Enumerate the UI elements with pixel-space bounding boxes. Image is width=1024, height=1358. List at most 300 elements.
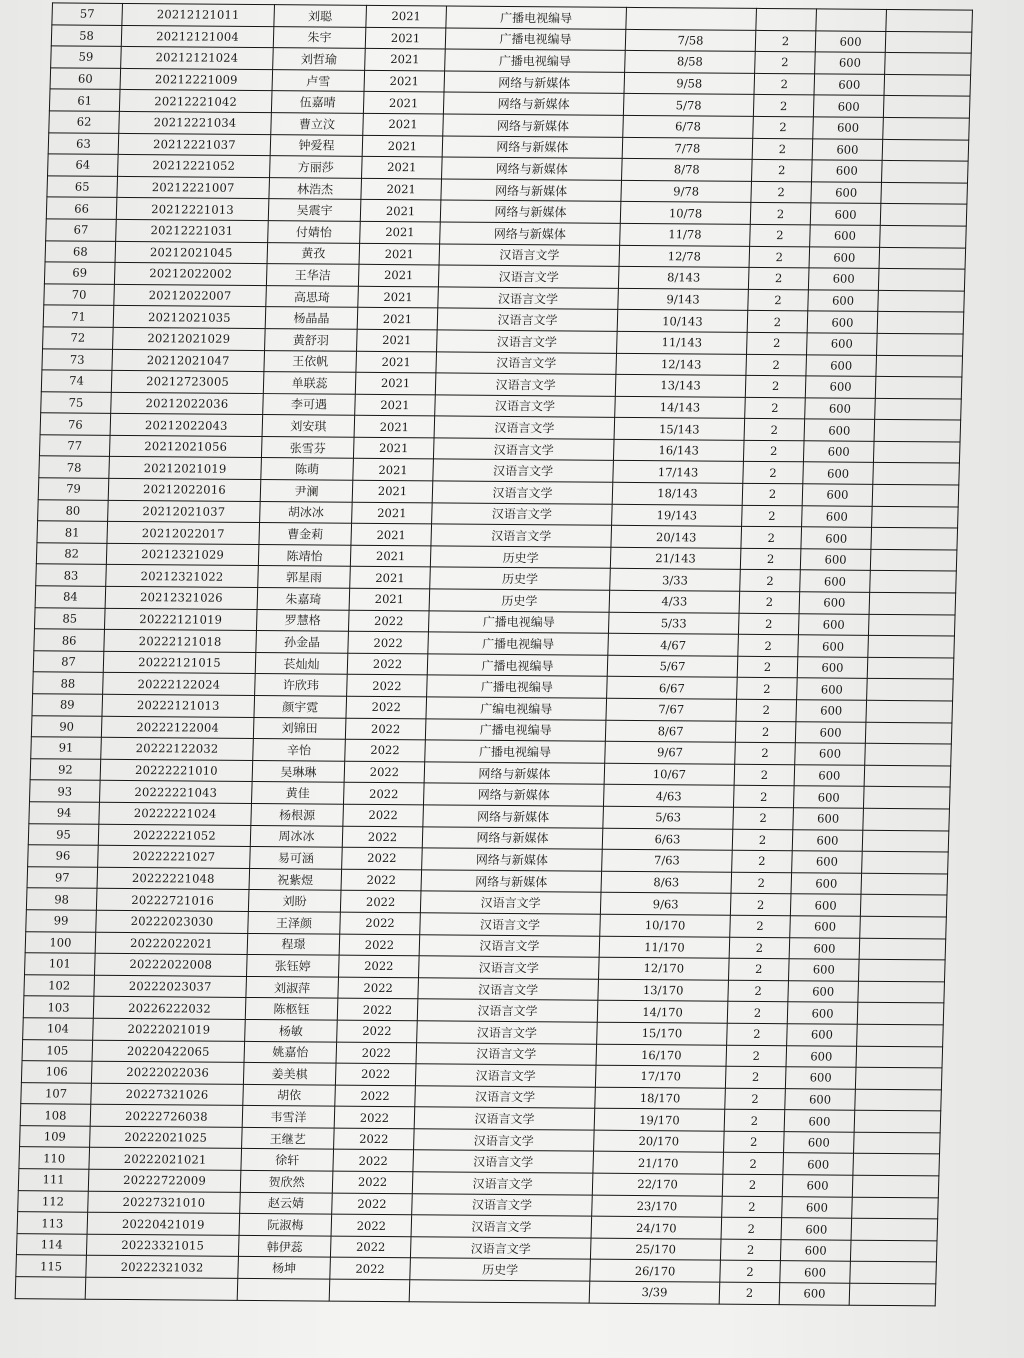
major-cell: 汉语言文学 bbox=[416, 1042, 597, 1065]
student-id-cell: 20222721016 bbox=[96, 889, 249, 912]
class-rank-cell: 22/170 bbox=[592, 1173, 723, 1196]
major-cell: 汉语言文学 bbox=[431, 524, 612, 547]
row-number-cell: 89 bbox=[32, 694, 103, 716]
count-value-cell: 2 bbox=[731, 872, 792, 894]
count-value-cell: 2 bbox=[752, 138, 813, 160]
student-id-cell: 20226222032 bbox=[93, 997, 246, 1020]
remarks-cell bbox=[884, 74, 971, 96]
remarks-cell bbox=[865, 722, 952, 744]
student-name-cell: 杨根源 bbox=[251, 803, 344, 825]
amount-value-cell: 600 bbox=[802, 484, 873, 506]
row-number-cell: 98 bbox=[26, 888, 97, 910]
student-name-cell: 陈柩钰 bbox=[245, 998, 338, 1020]
student-name-cell: 罗慧格 bbox=[256, 609, 349, 631]
major-cell: 汉语言文学 bbox=[419, 956, 600, 979]
row-number-cell: 104 bbox=[23, 1018, 94, 1040]
row-number-cell: 77 bbox=[39, 435, 110, 457]
count-value-cell: 2 bbox=[747, 311, 808, 333]
enrollment-year-cell: 2021 bbox=[362, 156, 443, 178]
student-id-cell: 20222221048 bbox=[97, 867, 250, 890]
enrollment-year-cell: 2022 bbox=[337, 1020, 418, 1042]
count-value-cell: 2 bbox=[732, 850, 793, 872]
amount-value-cell: 600 bbox=[799, 592, 870, 614]
class-rank-cell: 26/170 bbox=[590, 1260, 721, 1283]
remarks-cell bbox=[854, 1111, 941, 1133]
enrollment-year-cell: 2022 bbox=[331, 1214, 412, 1236]
amount-value-cell: 600 bbox=[812, 138, 883, 160]
major-cell: 广播电视编导 bbox=[445, 28, 626, 51]
enrollment-year-cell: 2021 bbox=[359, 243, 440, 265]
major-cell: 网络与新媒体 bbox=[443, 92, 624, 115]
enrollment-year-cell: 2021 bbox=[361, 178, 442, 200]
enrollment-year-cell: 2021 bbox=[353, 459, 434, 481]
class-rank-cell: 4/67 bbox=[608, 633, 739, 656]
major-cell: 广播电视编导 bbox=[428, 632, 609, 655]
class-rank-cell: 20/143 bbox=[611, 526, 742, 549]
major-cell: 广编电视编导 bbox=[426, 697, 607, 720]
major-cell: 广播电视编导 bbox=[445, 49, 626, 72]
student-name-cell: 辛怡 bbox=[253, 739, 346, 761]
student-id-cell: 20212022016 bbox=[108, 478, 261, 501]
student-id-cell: 20212022017 bbox=[107, 522, 260, 545]
student-name-cell: 周冰冰 bbox=[250, 825, 343, 847]
class-rank-cell: 8/63 bbox=[601, 871, 732, 894]
remarks-cell bbox=[861, 873, 948, 895]
student-name-cell: 黄舒羽 bbox=[265, 328, 358, 350]
student-name-cell: 杨晶晶 bbox=[265, 307, 358, 329]
major-cell: 汉语言文学 bbox=[412, 1193, 593, 1216]
major-cell: 网络与新媒体 bbox=[421, 870, 602, 893]
student-name-cell: 苌灿灿 bbox=[255, 652, 348, 674]
count-value-cell bbox=[756, 8, 817, 30]
class-rank-cell: 11/78 bbox=[620, 223, 751, 246]
student-name-cell: 伍嘉晴 bbox=[271, 91, 364, 113]
remarks-cell bbox=[881, 182, 968, 204]
major-cell: 网络与新媒体 bbox=[423, 783, 604, 806]
remarks-cell bbox=[857, 1024, 944, 1046]
remarks-cell bbox=[882, 139, 969, 161]
student-name-cell: 陈萌 bbox=[261, 458, 354, 480]
row-number-cell: 96 bbox=[28, 845, 99, 867]
remarks-cell bbox=[850, 1262, 937, 1284]
major-cell: 广播电视编导 bbox=[427, 654, 608, 677]
count-value-cell: 2 bbox=[730, 894, 791, 916]
major-cell: 广播电视编导 bbox=[427, 675, 608, 698]
count-value-cell: 2 bbox=[728, 958, 789, 980]
amount-value-cell: 600 bbox=[790, 916, 861, 938]
count-value-cell: 2 bbox=[744, 419, 805, 441]
class-rank-cell: 12/78 bbox=[619, 245, 750, 268]
student-id-cell: 20222122004 bbox=[101, 716, 254, 739]
amount-value-cell: 600 bbox=[797, 657, 868, 679]
student-name-cell: 王华洁 bbox=[266, 264, 359, 286]
table-body bbox=[15, 3, 972, 1306]
class-rank-cell: 10/78 bbox=[620, 202, 751, 225]
class-rank-cell: 24/170 bbox=[591, 1216, 722, 1239]
major-cell: 汉语言文学 bbox=[436, 351, 617, 374]
remarks-cell bbox=[874, 420, 961, 442]
enrollment-year-cell: 2022 bbox=[343, 804, 424, 826]
class-rank-cell: 9/58 bbox=[624, 72, 755, 95]
enrollment-year-cell: 2021 bbox=[351, 524, 432, 546]
student-name-cell: 吴震宇 bbox=[268, 199, 361, 221]
amount-value-cell: 600 bbox=[780, 1239, 851, 1261]
row-number-cell: 97 bbox=[27, 866, 98, 888]
amount-value-cell: 600 bbox=[813, 117, 884, 139]
enrollment-year-cell: 2021 bbox=[353, 437, 434, 459]
enrollment-year-cell: 2022 bbox=[347, 653, 428, 675]
major-cell: 网络与新媒体 bbox=[440, 222, 621, 245]
class-rank-cell: 9/143 bbox=[618, 288, 749, 311]
enrollment-year-cell: 2021 bbox=[352, 480, 433, 502]
enrollment-year-cell: 2022 bbox=[339, 955, 420, 977]
major-cell: 汉语言文学 bbox=[418, 978, 599, 1001]
amount-value-cell: 600 bbox=[786, 1045, 857, 1067]
row-number-cell: 64 bbox=[48, 154, 119, 176]
count-value-cell: 2 bbox=[740, 570, 801, 592]
amount-value-cell: 600 bbox=[805, 376, 876, 398]
amount-value-cell: 600 bbox=[795, 743, 866, 765]
student-id-cell: 20212221013 bbox=[116, 198, 269, 221]
row-number-cell: 80 bbox=[38, 499, 109, 521]
enrollment-year-cell: 2021 bbox=[355, 394, 436, 416]
student-name-cell: 郭星雨 bbox=[258, 566, 351, 588]
enrollment-year-cell: 2022 bbox=[344, 761, 425, 783]
class-rank-cell: 17/143 bbox=[613, 461, 744, 484]
enrollment-year-cell: 2022 bbox=[334, 1106, 415, 1128]
enrollment-year-cell: 2022 bbox=[347, 675, 428, 697]
amount-value-cell: 600 bbox=[784, 1132, 855, 1154]
class-rank-cell: 15/143 bbox=[614, 418, 745, 441]
row-number-cell: 108 bbox=[20, 1104, 91, 1126]
student-id-cell: 20212321022 bbox=[106, 565, 259, 588]
count-value-cell: 2 bbox=[721, 1217, 782, 1239]
major-cell: 汉语言文学 bbox=[434, 416, 615, 439]
student-id-cell: 20222022008 bbox=[95, 953, 248, 976]
remarks-cell bbox=[866, 700, 953, 722]
remarks-cell bbox=[869, 592, 956, 614]
remarks-cell bbox=[877, 333, 964, 355]
count-value-cell: 2 bbox=[730, 915, 791, 937]
student-name-cell: 颜宇霓 bbox=[254, 695, 347, 717]
student-name-cell: 王依帆 bbox=[264, 350, 357, 372]
remarks-cell bbox=[849, 1283, 936, 1305]
remarks-cell bbox=[867, 679, 954, 701]
remarks-cell bbox=[880, 225, 967, 247]
class-rank-cell: 23/170 bbox=[592, 1195, 723, 1218]
enrollment-year-cell: 2021 bbox=[355, 372, 436, 394]
row-number-cell: 91 bbox=[31, 737, 102, 759]
student-id-cell: 20212022043 bbox=[110, 414, 263, 437]
row-number-cell: 72 bbox=[43, 327, 114, 349]
remarks-cell bbox=[870, 549, 957, 571]
remarks-cell bbox=[858, 959, 945, 981]
student-id-cell: 20212121024 bbox=[121, 47, 274, 70]
remarks-cell bbox=[863, 808, 950, 830]
major-cell: 历史学 bbox=[429, 589, 610, 612]
enrollment-year-cell: 2022 bbox=[332, 1193, 413, 1215]
student-name-cell: 贺欣然 bbox=[240, 1170, 333, 1192]
student-id-cell: 20220421019 bbox=[87, 1212, 240, 1235]
remarks-cell bbox=[868, 614, 955, 636]
major-cell: 网络与新媒体 bbox=[442, 157, 623, 180]
amount-value-cell: 600 bbox=[813, 95, 884, 117]
class-rank-cell: 5/63 bbox=[603, 806, 734, 829]
major-cell: 网络与新媒体 bbox=[422, 826, 603, 849]
count-value-cell: 2 bbox=[737, 678, 798, 700]
student-id-cell: 20212321026 bbox=[105, 586, 258, 609]
student-id-cell: 20212021019 bbox=[109, 457, 262, 480]
amount-value-cell: 600 bbox=[785, 1067, 856, 1089]
student-id-cell: 20212021035 bbox=[113, 306, 266, 329]
row-number-cell: 103 bbox=[23, 996, 94, 1018]
amount-value-cell: 600 bbox=[815, 52, 886, 74]
remarks-cell bbox=[852, 1197, 939, 1219]
major-cell: 汉语言文学 bbox=[415, 1085, 596, 1108]
class-rank-cell: 10/170 bbox=[600, 914, 731, 937]
class-rank-cell: 21/170 bbox=[593, 1152, 724, 1175]
row-number-cell: 70 bbox=[44, 284, 115, 306]
amount-value-cell: 600 bbox=[802, 505, 873, 527]
student-name-cell: 曹金莉 bbox=[259, 523, 352, 545]
amount-value-cell: 600 bbox=[783, 1153, 854, 1175]
student-name-cell: 胡依 bbox=[243, 1084, 336, 1106]
remarks-cell bbox=[851, 1218, 938, 1240]
count-value-cell: 2 bbox=[735, 721, 796, 743]
student-name-cell: 钟爱程 bbox=[270, 134, 363, 156]
count-value-cell: 2 bbox=[724, 1131, 785, 1153]
student-name-cell: 朱嘉琦 bbox=[257, 588, 350, 610]
amount-value-cell: 600 bbox=[782, 1175, 853, 1197]
row-number-cell: 75 bbox=[41, 392, 112, 414]
major-cell: 广播电视编导 bbox=[425, 718, 606, 741]
enrollment-year-cell: 2021 bbox=[356, 351, 437, 373]
student-name-cell: 易可涵 bbox=[250, 847, 343, 869]
count-value-cell: 2 bbox=[738, 635, 799, 657]
amount-value-cell: 600 bbox=[791, 872, 862, 894]
remarks-cell bbox=[872, 506, 959, 528]
remarks-cell bbox=[879, 247, 966, 269]
enrollment-year-cell: 2022 bbox=[342, 847, 423, 869]
row-number-cell: 111 bbox=[18, 1169, 89, 1191]
amount-value-cell: 600 bbox=[798, 613, 869, 635]
count-value-cell: 2 bbox=[751, 181, 812, 203]
amount-value-cell: 600 bbox=[779, 1283, 850, 1305]
enrollment-year-cell: 2021 bbox=[357, 329, 438, 351]
enrollment-year-cell: 2022 bbox=[345, 718, 426, 740]
row-number-cell: 66 bbox=[46, 197, 117, 219]
major-cell: 汉语言文学 bbox=[435, 395, 616, 418]
major-cell: 广播电视编导 bbox=[446, 6, 627, 29]
student-id-cell: 20222122024 bbox=[103, 673, 256, 696]
major-cell: 汉语言文学 bbox=[438, 287, 619, 310]
enrollment-year-cell: 2021 bbox=[366, 5, 447, 27]
row-number-cell: 73 bbox=[42, 348, 113, 370]
student-name-cell: 刘锦田 bbox=[253, 717, 346, 739]
count-value-cell: 2 bbox=[754, 73, 815, 95]
student-id-cell: 20222726038 bbox=[90, 1105, 243, 1128]
enrollment-year-cell: 2021 bbox=[349, 588, 430, 610]
row-number-cell: 83 bbox=[36, 564, 107, 586]
student-id-cell: 20212221031 bbox=[116, 219, 269, 242]
remarks-cell bbox=[860, 895, 947, 917]
class-rank-cell: 7/78 bbox=[622, 137, 753, 160]
remarks-cell bbox=[855, 1089, 942, 1111]
count-value-cell: 2 bbox=[747, 332, 808, 354]
student-name-cell: 刘聪 bbox=[274, 5, 367, 27]
count-value-cell: 2 bbox=[729, 937, 790, 959]
row-number-cell: 60 bbox=[50, 68, 121, 90]
major-cell: 汉语言文学 bbox=[437, 308, 618, 331]
student-name-cell: 杨敏 bbox=[245, 1019, 338, 1041]
amount-value-cell: 600 bbox=[789, 937, 860, 959]
remarks-cell bbox=[855, 1067, 942, 1089]
count-value-cell: 2 bbox=[725, 1088, 786, 1110]
row-number-cell: 65 bbox=[47, 176, 118, 198]
enrollment-year-cell: 2022 bbox=[334, 1128, 415, 1150]
amount-value-cell: 600 bbox=[787, 1024, 858, 1046]
amount-value-cell: 600 bbox=[810, 203, 881, 225]
student-name-cell: 王泽颜 bbox=[248, 911, 341, 933]
enrollment-year-cell: 2022 bbox=[339, 934, 420, 956]
student-name-cell: 阮淑梅 bbox=[239, 1214, 332, 1236]
student-name-cell: 曹立汶 bbox=[271, 113, 364, 135]
student-name-cell: 卢雪 bbox=[272, 69, 365, 91]
student-name-cell: 李可遇 bbox=[263, 393, 356, 415]
class-rank-cell: 18/143 bbox=[612, 482, 743, 505]
row-number-cell: 90 bbox=[31, 715, 102, 737]
student-id-cell: 20212021045 bbox=[115, 241, 268, 264]
amount-value-cell: 600 bbox=[780, 1261, 851, 1283]
amount-value-cell: 600 bbox=[785, 1088, 856, 1110]
enrollment-year-cell: 2021 bbox=[365, 27, 446, 49]
class-rank-cell: 17/170 bbox=[595, 1065, 726, 1088]
count-value-cell: 2 bbox=[746, 354, 807, 376]
remarks-cell bbox=[883, 96, 970, 118]
major-cell: 汉语言文学 bbox=[411, 1215, 592, 1238]
class-rank-cell: 9/67 bbox=[605, 741, 736, 764]
count-value-cell: 2 bbox=[719, 1282, 780, 1304]
class-rank-cell bbox=[626, 7, 757, 30]
amount-value-cell: 600 bbox=[782, 1196, 853, 1218]
major-cell: 汉语言文学 bbox=[419, 934, 600, 957]
class-rank-cell: 8/67 bbox=[605, 720, 736, 743]
row-number-cell: 88 bbox=[33, 672, 104, 694]
student-name-cell: 杨坤 bbox=[238, 1257, 331, 1279]
major-cell: 汉语言文学 bbox=[412, 1172, 593, 1195]
major-cell: 汉语言文学 bbox=[420, 891, 601, 914]
remarks-cell bbox=[876, 355, 963, 377]
student-name-cell: 单联蕊 bbox=[263, 372, 356, 394]
row-number-cell: 102 bbox=[24, 974, 95, 996]
enrollment-year-cell: 2021 bbox=[360, 221, 441, 243]
remarks-cell bbox=[878, 269, 965, 291]
count-value-cell: 2 bbox=[736, 699, 797, 721]
enrollment-year-cell: 2021 bbox=[365, 49, 446, 71]
count-value-cell: 2 bbox=[726, 1045, 787, 1067]
enrollment-year-cell: 2021 bbox=[350, 567, 431, 589]
amount-value-cell: 600 bbox=[792, 851, 863, 873]
enrollment-year-cell: 2021 bbox=[352, 502, 433, 524]
count-value-cell: 2 bbox=[720, 1239, 781, 1261]
class-rank-cell: 5/67 bbox=[607, 655, 738, 678]
row-number-cell: 78 bbox=[39, 456, 110, 478]
enrollment-year-cell: 2021 bbox=[362, 135, 443, 157]
enrollment-year-cell: 2022 bbox=[338, 977, 419, 999]
student-id-cell: 20212723005 bbox=[111, 370, 264, 393]
major-cell: 历史学 bbox=[410, 1258, 591, 1281]
count-value-cell: 2 bbox=[750, 203, 811, 225]
row-number-cell: 57 bbox=[52, 3, 123, 25]
row-number-cell: 71 bbox=[43, 305, 114, 327]
student-id-cell: 20222221043 bbox=[99, 781, 252, 804]
major-cell: 历史学 bbox=[430, 567, 611, 590]
student-id-cell: 20223321015 bbox=[86, 1234, 239, 1257]
amount-value-cell: 600 bbox=[807, 333, 878, 355]
count-value-cell: 2 bbox=[732, 829, 793, 851]
major-cell: 汉语言文学 bbox=[417, 999, 598, 1022]
student-name-cell: 赵云婧 bbox=[240, 1192, 333, 1214]
count-value-cell: 2 bbox=[733, 807, 794, 829]
student-name-cell: 刘淑萍 bbox=[246, 976, 339, 998]
row-number-cell: 61 bbox=[49, 89, 120, 111]
row-number-cell: 58 bbox=[51, 24, 122, 46]
class-rank-cell: 13/143 bbox=[615, 374, 746, 397]
student-id-cell: 20212221009 bbox=[120, 68, 273, 91]
student-name-cell: 祝紫煜 bbox=[249, 868, 342, 890]
student-id-cell: 20222722009 bbox=[88, 1169, 241, 1192]
row-number-cell: 92 bbox=[30, 759, 101, 781]
amount-value-cell: 600 bbox=[784, 1110, 855, 1132]
remarks-cell bbox=[875, 398, 962, 420]
student-id-cell: 20222121015 bbox=[103, 651, 256, 674]
enrollment-year-cell: 2022 bbox=[346, 696, 427, 718]
amount-value-cell: 600 bbox=[807, 311, 878, 333]
amount-value-cell: 600 bbox=[815, 30, 886, 52]
enrollment-year-cell: 2022 bbox=[337, 998, 418, 1020]
remarks-cell bbox=[862, 851, 949, 873]
count-value-cell: 2 bbox=[734, 764, 795, 786]
count-value-cell: 2 bbox=[727, 1023, 788, 1045]
count-value-cell: 2 bbox=[753, 95, 814, 117]
student-id-cell: 20220422065 bbox=[92, 1040, 245, 1063]
count-value-cell: 2 bbox=[753, 116, 814, 138]
student-name-cell: 王继艺 bbox=[242, 1127, 335, 1149]
student-name-cell: 姚嘉怡 bbox=[244, 1041, 337, 1063]
major-cell: 网络与新媒体 bbox=[440, 200, 621, 223]
count-value-cell: 2 bbox=[727, 1002, 788, 1024]
student-id-cell bbox=[85, 1277, 238, 1300]
row-number-cell: 100 bbox=[25, 931, 96, 953]
enrollment-year-cell: 2022 bbox=[330, 1258, 411, 1280]
major-cell: 网络与新媒体 bbox=[423, 805, 604, 828]
major-cell: 汉语言文学 bbox=[414, 1107, 595, 1130]
class-rank-cell: 19/170 bbox=[594, 1108, 725, 1131]
enrollment-year-cell: 2022 bbox=[340, 891, 421, 913]
remarks-cell bbox=[857, 1003, 944, 1025]
student-id-cell: 20222121019 bbox=[104, 608, 257, 631]
major-cell: 汉语言文学 bbox=[420, 913, 601, 936]
class-rank-cell: 12/143 bbox=[616, 353, 747, 376]
class-rank-cell: 16/143 bbox=[613, 439, 744, 462]
student-id-cell: 20212221052 bbox=[118, 155, 271, 178]
class-rank-cell: 16/170 bbox=[596, 1044, 727, 1067]
remarks-cell bbox=[864, 765, 951, 787]
count-value-cell: 2 bbox=[745, 375, 806, 397]
student-name-cell: 朱宇 bbox=[273, 26, 366, 48]
student-name-cell: 林浩杰 bbox=[269, 177, 362, 199]
enrollment-year-cell bbox=[329, 1279, 410, 1301]
